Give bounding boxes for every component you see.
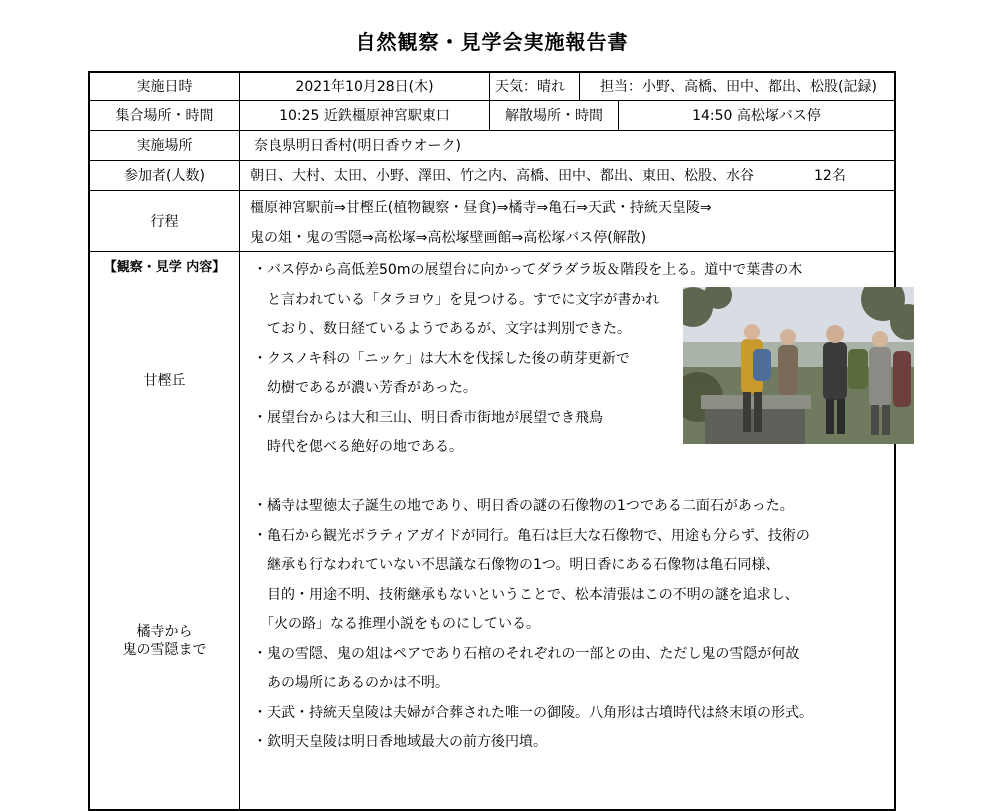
dismissal-label: 解散場所・時間 (505, 108, 603, 124)
column-divider (489, 73, 490, 100)
participants-label: 参加者(人数) (124, 168, 205, 184)
section-label-tachibana-line-1: 橘寺から (136, 624, 193, 640)
participants-count: 12名 (814, 168, 846, 184)
observation-line: 幼樹であるが濃い芳香があった。 (253, 380, 477, 396)
report-title: 自然観察・見学会実施報告書 (355, 30, 629, 54)
observation-line: 継承も行なわれていない不思議な石像物の1つ。明日香にある石像物は亀石同様、 (253, 557, 780, 573)
meeting-label: 集合場所・時間 (115, 108, 214, 124)
observation-line: と言われている「タラヨウ」を見つける。すでに文字が書かれ (253, 291, 660, 308)
place-value: 奈良県明日香村(明日香ウオーク) (254, 138, 461, 154)
column-divider (239, 73, 240, 809)
observation-line: ・クスノキ科の「ニッケ」は大木を伐採した後の萌芽更新で (253, 350, 630, 367)
section-label-amakashi: 甘樫丘 (143, 373, 186, 389)
meeting-value: 10:25 近鉄橿原神宮駅東口 (279, 108, 450, 124)
staff-value: 担当：小野、高橋、田中、都出、松股(記録) (600, 79, 877, 95)
weather-value: 天気：晴れ (495, 79, 565, 95)
observation-header: 【観察・見学 内容】 (103, 260, 226, 275)
route-line-1: 橿原神宮駅前⇒甘樫丘(植物観察・昼食)⇒橘寺⇒亀石⇒天武・持統天皇陵⇒ (250, 200, 712, 216)
observation-line: ・鬼の雪隠、鬼の俎はペアであり石棺のそれぞれの一部との由、ただし鬼の雪隠が何故 (253, 645, 800, 662)
dismissal-value: 14:50 高松塚バス停 (692, 108, 821, 124)
observation-line: 目的・用途不明、技術継承もないということで、松本清張はこの不明の謎を追求し、 (253, 586, 799, 603)
participants-value: 朝日、大村、太田、小野、澤田、竹之内、高橋、田中、都出、東田、松股、水谷 (250, 168, 754, 184)
row-divider (90, 130, 894, 131)
observation-line: ており、数日経ているようであるが、文字は判別できた。 (253, 321, 631, 337)
route-line-2: 鬼の俎・鬼の雪隠⇒高松塚⇒高松塚壁画館⇒高松塚バス停(解散) (250, 230, 647, 246)
observation-line: ・欽明天皇陵は明日香地域最大の前方後円墳。 (253, 734, 547, 750)
row-divider (90, 160, 894, 161)
row-divider (90, 251, 894, 252)
date-label: 実施日時 (136, 79, 193, 95)
observation-line: ・展望台からは大和三山、明日香市街地が展望でき飛鳥 (253, 409, 603, 426)
section-label-tachibana-line-2: 鬼の雪隠まで (122, 642, 207, 658)
route-label: 行程 (150, 214, 179, 230)
observation-line: あの場所にあるのかは不明。 (253, 675, 449, 691)
row-divider (90, 100, 894, 101)
date-value: 2021年10月28日(木) (295, 79, 434, 95)
observation-line: ・橘寺は聖徳太子誕生の地であり、明日香の謎の石像物の1つである二面石があった。 (253, 498, 794, 514)
observation-line: ・天武・持統天皇陵は夫婦が合葬された唯一の御陵。八角形は古墳時代は終末頃の形式。 (253, 704, 813, 721)
row-divider (90, 190, 894, 191)
observation-photo (683, 287, 914, 444)
column-divider (579, 73, 580, 100)
place-label: 実施場所 (136, 138, 193, 154)
observation-line: 時代を偲べる絶好の地である。 (253, 439, 463, 455)
observation-line: ・バス停から高低差50mの展望台に向かってダラダラ坂＆階段を上る。道中で葉書の木 (253, 262, 803, 278)
observation-line: ・亀石から観光ボラティアガイドが同行。亀石は巨大な石像物で、用途も分らず、技術の (253, 527, 810, 544)
observation-line: 「火の路」なる推理小説をものにしている。 (253, 616, 540, 632)
